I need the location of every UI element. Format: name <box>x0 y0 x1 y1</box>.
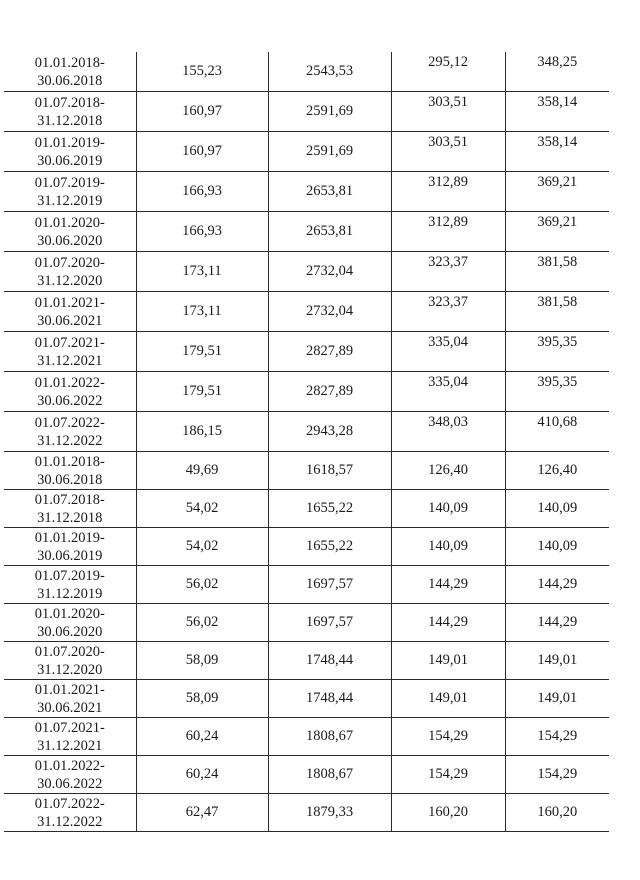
period-cell <box>4 212 136 252</box>
period-cell <box>4 412 136 452</box>
value-cell-1: 58,09 <box>136 680 268 718</box>
period-start: 01.07.2020- <box>34 254 105 271</box>
value-cell-3: 295,12 <box>391 52 505 92</box>
period-cell <box>4 490 136 528</box>
value-cell-2: 2591,69 <box>268 92 391 132</box>
value-cell-1: 54,02 <box>136 490 268 528</box>
table-row <box>4 794 609 832</box>
period-end: 30.06.2021 <box>37 312 103 329</box>
period-end: 31.12.2021 <box>37 352 103 369</box>
value-cell-1: 56,02 <box>136 566 268 604</box>
period-start: 01.01.2018- <box>34 453 105 470</box>
period-start: 01.07.2020- <box>34 643 105 660</box>
value-cell-3: 335,04 <box>391 332 505 372</box>
value-cell-2: 2827,89 <box>268 372 391 412</box>
value-cell-3: 348,03 <box>391 412 505 452</box>
period-start: 01.01.2018- <box>34 54 105 71</box>
value-cell-4: 140,09 <box>505 490 609 528</box>
value-cell-2: 1655,22 <box>268 528 391 566</box>
value-cell-4: 140,09 <box>505 528 609 566</box>
value-cell-2: 1748,44 <box>268 680 391 718</box>
value-cell-1: 179,51 <box>136 372 268 412</box>
period-start: 01.07.2021- <box>34 719 105 736</box>
table-row <box>4 52 609 92</box>
value-cell-1: 60,24 <box>136 756 268 794</box>
value-cell-3: 140,09 <box>391 528 505 566</box>
value-cell-2: 2543,53 <box>268 52 391 92</box>
period-end: 30.06.2018 <box>37 72 103 89</box>
period-cell <box>4 794 136 832</box>
period-cell <box>4 292 136 332</box>
value-cell-4: 358,14 <box>505 92 609 132</box>
value-cell-1: 166,93 <box>136 212 268 252</box>
value-cell-1: 179,51 <box>136 332 268 372</box>
value-cell-4: 358,14 <box>505 132 609 172</box>
period-start: 01.07.2018- <box>34 491 105 508</box>
table-row <box>4 212 609 252</box>
value-cell-2: 2732,04 <box>268 292 391 332</box>
period-end: 30.06.2022 <box>37 775 103 792</box>
period-end: 31.12.2020 <box>37 661 103 678</box>
table-row <box>4 372 609 412</box>
table-row <box>4 132 609 172</box>
value-cell-2: 1808,67 <box>268 718 391 756</box>
period-end: 30.06.2018 <box>37 471 103 488</box>
tariff-table-body <box>4 52 609 832</box>
value-cell-4: 395,35 <box>505 372 609 412</box>
period-start: 01.01.2021- <box>34 681 105 698</box>
period-start: 01.07.2022- <box>34 414 105 431</box>
table-row <box>4 528 609 566</box>
value-cell-2: 1655,22 <box>268 490 391 528</box>
period-start: 01.01.2020- <box>34 214 105 231</box>
table-row <box>4 680 609 718</box>
table-row <box>4 252 609 292</box>
value-cell-4: 381,58 <box>505 292 609 332</box>
value-cell-3: 154,29 <box>391 756 505 794</box>
value-cell-4: 149,01 <box>505 680 609 718</box>
value-cell-4: 395,35 <box>505 332 609 372</box>
period-cell <box>4 756 136 794</box>
period-cell <box>4 52 136 92</box>
period-cell <box>4 528 136 566</box>
period-start: 01.01.2019- <box>34 134 105 151</box>
period-end: 30.06.2020 <box>37 232 103 249</box>
period-cell <box>4 604 136 642</box>
period-start: 01.01.2020- <box>34 605 105 622</box>
value-cell-3: 335,04 <box>391 372 505 412</box>
table-row <box>4 756 609 794</box>
value-cell-2: 2653,81 <box>268 212 391 252</box>
period-end: 31.12.2019 <box>37 192 103 209</box>
value-cell-1: 173,11 <box>136 252 268 292</box>
period-end: 31.12.2019 <box>37 585 103 602</box>
value-cell-4: 149,01 <box>505 642 609 680</box>
value-cell-4: 381,58 <box>505 252 609 292</box>
value-cell-3: 149,01 <box>391 680 505 718</box>
tariff-table <box>4 52 609 832</box>
period-start: 01.07.2019- <box>34 567 105 584</box>
table-row <box>4 452 609 490</box>
value-cell-2: 2653,81 <box>268 172 391 212</box>
value-cell-1: 155,23 <box>136 52 268 92</box>
value-cell-1: 56,02 <box>136 604 268 642</box>
value-cell-4: 154,29 <box>505 718 609 756</box>
value-cell-1: 60,24 <box>136 718 268 756</box>
period-end: 30.06.2020 <box>37 623 103 640</box>
period-cell <box>4 566 136 604</box>
period-end: 31.12.2020 <box>37 272 103 289</box>
value-cell-1: 173,11 <box>136 292 268 332</box>
value-cell-2: 2943,28 <box>268 412 391 452</box>
value-cell-3: 140,09 <box>391 490 505 528</box>
value-cell-3: 160,20 <box>391 794 505 832</box>
table-row <box>4 172 609 212</box>
value-cell-1: 58,09 <box>136 642 268 680</box>
value-cell-3: 126,40 <box>391 452 505 490</box>
value-cell-2: 1879,33 <box>268 794 391 832</box>
period-start: 01.01.2022- <box>34 374 105 391</box>
period-cell <box>4 252 136 292</box>
value-cell-4: 154,29 <box>505 756 609 794</box>
value-cell-2: 1618,57 <box>268 452 391 490</box>
period-start: 01.01.2022- <box>34 757 105 774</box>
period-cell <box>4 680 136 718</box>
period-cell <box>4 372 136 412</box>
value-cell-2: 2732,04 <box>268 252 391 292</box>
period-start: 01.07.2018- <box>34 94 105 111</box>
table-row <box>4 332 609 372</box>
table-row <box>4 642 609 680</box>
value-cell-3: 312,89 <box>391 172 505 212</box>
period-cell <box>4 642 136 680</box>
table-row <box>4 718 609 756</box>
value-cell-1: 160,97 <box>136 92 268 132</box>
value-cell-4: 144,29 <box>505 566 609 604</box>
period-end: 30.06.2021 <box>37 699 103 716</box>
value-cell-4: 369,21 <box>505 172 609 212</box>
value-cell-2: 1808,67 <box>268 756 391 794</box>
period-cell <box>4 92 136 132</box>
period-end: 31.12.2022 <box>37 813 103 830</box>
value-cell-4: 369,21 <box>505 212 609 252</box>
value-cell-4: 126,40 <box>505 452 609 490</box>
value-cell-2: 2591,69 <box>268 132 391 172</box>
period-end: 31.12.2022 <box>37 432 103 449</box>
table-row <box>4 412 609 452</box>
value-cell-1: 62,47 <box>136 794 268 832</box>
period-start: 01.07.2021- <box>34 334 105 351</box>
table-row <box>4 490 609 528</box>
period-start: 01.07.2022- <box>34 795 105 812</box>
period-start: 01.01.2019- <box>34 529 105 546</box>
period-end: 31.12.2018 <box>37 509 103 526</box>
period-start: 01.01.2021- <box>34 294 105 311</box>
period-cell <box>4 452 136 490</box>
value-cell-3: 303,51 <box>391 92 505 132</box>
value-cell-4: 144,29 <box>505 604 609 642</box>
table-row <box>4 566 609 604</box>
table-row <box>4 292 609 332</box>
value-cell-3: 144,29 <box>391 566 505 604</box>
value-cell-3: 323,37 <box>391 252 505 292</box>
value-cell-1: 54,02 <box>136 528 268 566</box>
value-cell-4: 160,20 <box>505 794 609 832</box>
value-cell-3: 323,37 <box>391 292 505 332</box>
value-cell-3: 144,29 <box>391 604 505 642</box>
table-row <box>4 604 609 642</box>
value-cell-1: 166,93 <box>136 172 268 212</box>
period-cell <box>4 132 136 172</box>
period-end: 30.06.2019 <box>37 152 103 169</box>
value-cell-1: 186,15 <box>136 412 268 452</box>
value-cell-3: 154,29 <box>391 718 505 756</box>
value-cell-3: 149,01 <box>391 642 505 680</box>
value-cell-2: 1748,44 <box>268 642 391 680</box>
value-cell-2: 2827,89 <box>268 332 391 372</box>
table-row <box>4 92 609 132</box>
value-cell-1: 49,69 <box>136 452 268 490</box>
value-cell-2: 1697,57 <box>268 604 391 642</box>
period-cell <box>4 332 136 372</box>
value-cell-4: 348,25 <box>505 52 609 92</box>
period-start: 01.07.2019- <box>34 174 105 191</box>
value-cell-3: 303,51 <box>391 132 505 172</box>
value-cell-2: 1697,57 <box>268 566 391 604</box>
period-end: 31.12.2018 <box>37 112 103 129</box>
value-cell-1: 160,97 <box>136 132 268 172</box>
value-cell-4: 410,68 <box>505 412 609 452</box>
value-cell-3: 312,89 <box>391 212 505 252</box>
period-end: 30.06.2019 <box>37 547 103 564</box>
period-end: 31.12.2021 <box>37 737 103 754</box>
period-cell <box>4 172 136 212</box>
period-cell <box>4 718 136 756</box>
period-end: 30.06.2022 <box>37 392 103 409</box>
